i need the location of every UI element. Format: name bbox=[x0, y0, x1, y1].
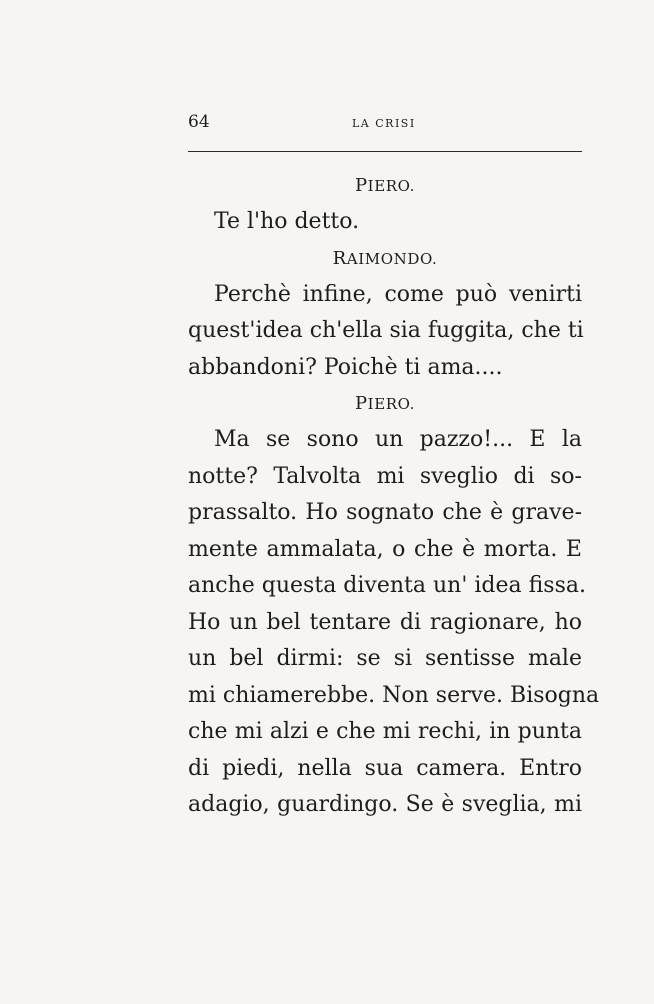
text-line: adagio, guardingo. Se è sveglia, mi bbox=[188, 792, 582, 817]
text-line: che mi alzi e che mi rechi, in punta bbox=[188, 719, 582, 744]
text-line: notte? Talvolta mi sveglio di so- bbox=[188, 463, 582, 489]
text-line: prassalto. Ho sognato che è grave- bbox=[188, 500, 582, 525]
text-line: abbandoni? Poichè ti ama.... bbox=[188, 354, 503, 380]
text-line: un bel dirmi: se si sentisse male bbox=[188, 646, 582, 671]
speaker-name: PIERO. bbox=[354, 393, 416, 414]
text-line: Ma se sono un pazzo!... E la bbox=[214, 427, 582, 452]
text-line: anche questa diventa un' idea fissa. bbox=[188, 573, 586, 598]
speaker-name: PIERO. bbox=[354, 175, 416, 196]
text-line: mi chiamerebbe. Non serve. Bisogna bbox=[188, 682, 600, 708]
dialogue-text bbox=[188, 168, 600, 824]
text-line: Te l'ho detto. bbox=[214, 209, 360, 234]
page-header bbox=[188, 112, 582, 142]
text-line: Ho un bel tentare di ragionare, ho bbox=[188, 609, 582, 635]
text-line: di piedi, nella sua camera. Entro bbox=[188, 755, 582, 781]
running-head: LA CRISI bbox=[352, 117, 416, 130]
speaker-name: RAIMONDO. bbox=[332, 247, 438, 269]
text-line: mente ammalata, o che è morta. E bbox=[188, 536, 582, 562]
page-number: 64 bbox=[188, 112, 210, 132]
header-rule bbox=[188, 151, 582, 152]
text-line: quest'idea ch'ella sia fuggita, che ti bbox=[188, 318, 584, 343]
text-line: Perchè infine, come può venirti bbox=[214, 281, 582, 307]
